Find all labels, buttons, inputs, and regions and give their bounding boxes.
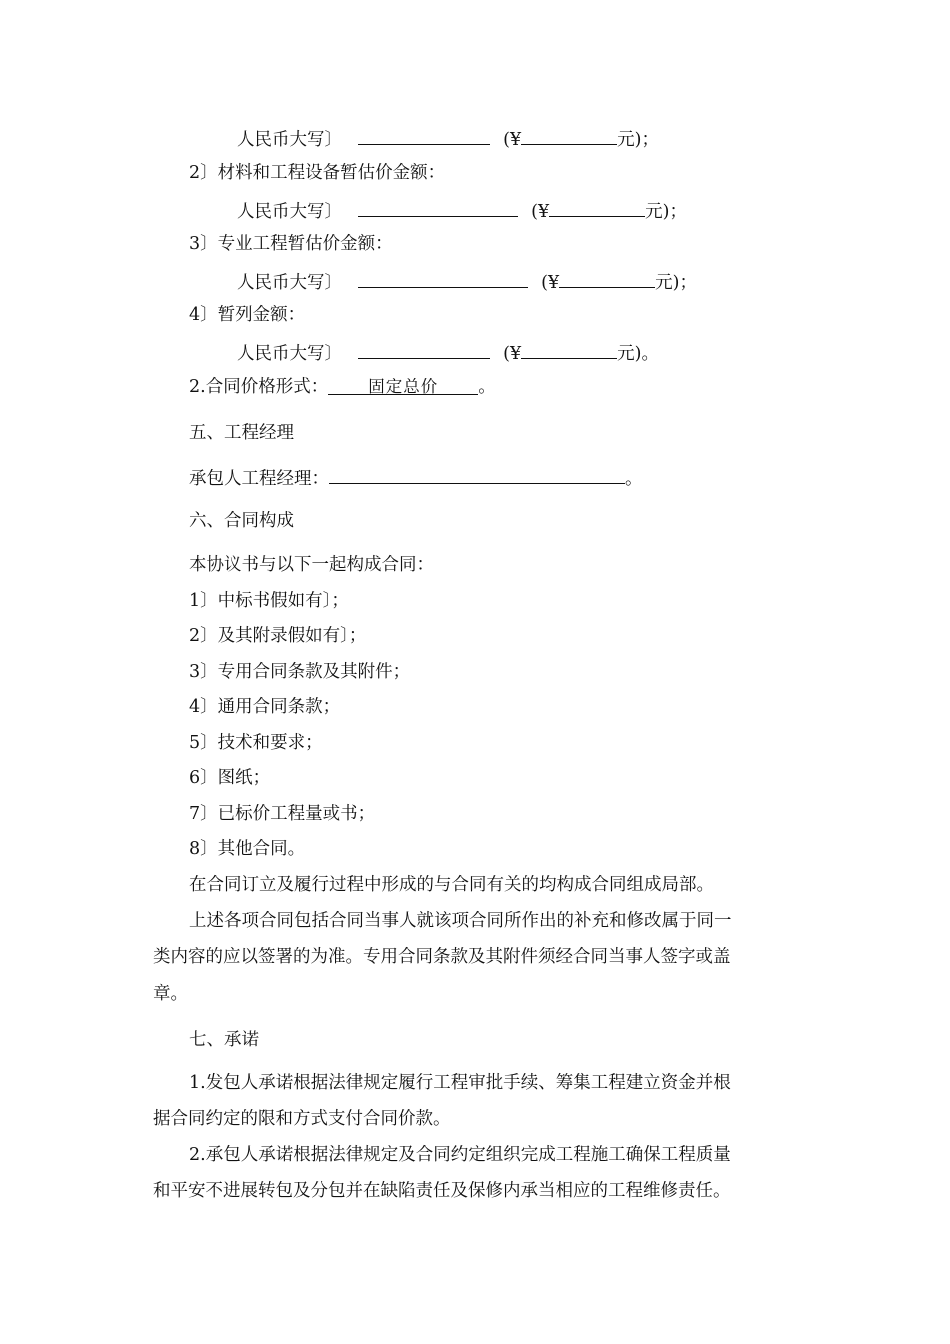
list-item: 6〕图纸； <box>189 768 271 788</box>
price-form-row <box>189 375 496 399</box>
section-7-p1-line-1: 1.发包人承诺根据法律规定履行工程审批手续、筹集工程建立资金并根 <box>189 1073 731 1093</box>
yuan-open: (¥ <box>503 130 522 150</box>
manager-row <box>189 464 643 491</box>
yuan-amount-field[interactable] <box>559 268 655 288</box>
yuan-amount-field[interactable] <box>521 125 617 145</box>
list-item: 5〕技术和要求； <box>189 733 323 753</box>
list-item: 1〕中标书假如有〕； <box>189 591 349 611</box>
rmb-label: 人民币大写〕 <box>237 273 342 293</box>
yuan-close: 元)； <box>645 202 687 222</box>
manager-field[interactable] <box>329 464 625 484</box>
yuan-close: 元)； <box>617 130 659 150</box>
list-item: 7〕已标价工程量或书； <box>189 804 376 824</box>
yuan-open: (¥ <box>503 344 522 364</box>
yuan-open: (¥ <box>531 202 550 222</box>
rmb-amount-field[interactable] <box>358 125 490 145</box>
yuan-close: 元)； <box>655 273 697 293</box>
section-6-heading: 六、合同构成 <box>189 511 294 531</box>
yuan-amount-field[interactable] <box>521 339 617 359</box>
section-6-para-2-line-3: 章。 <box>153 984 188 1004</box>
item-4-label: 4〕暂列金额： <box>189 305 306 325</box>
section-5-heading: 五、工程经理 <box>189 423 294 443</box>
yuan-close: 元)。 <box>617 344 659 364</box>
price-form-value[interactable]: 固定总价 <box>328 375 478 395</box>
section-6-intro: 本协议书与以下一起构成合同： <box>189 555 434 575</box>
list-item: 2〕及其附录假如有〕； <box>189 626 367 646</box>
list-item: 4〕通用合同条款； <box>189 697 341 717</box>
section-6-para-2-line-2: 类内容的应以签署的为准。专用合同条款及其附件须经合同当事人签字或盖 <box>153 947 731 967</box>
rmb-amount-field[interactable] <box>358 339 490 359</box>
section-7-p1-line-2: 据合同约定的限和方式支付合同价款。 <box>153 1109 451 1129</box>
rmb-row-4 <box>237 339 659 366</box>
manager-end: 。 <box>625 469 643 489</box>
rmb-row-1 <box>237 125 659 152</box>
list-item: 8〕其他合同。 <box>189 839 306 859</box>
rmb-label: 人民币大写〕 <box>237 344 342 364</box>
rmb-row-2 <box>237 197 687 224</box>
rmb-amount-field[interactable] <box>358 197 518 217</box>
section-7-p2-line-2: 和平安不进展转包及分包并在缺陷责任及保修内承当相应的工程维修责任。 <box>153 1181 731 1201</box>
rmb-row-3 <box>237 268 697 295</box>
item-3-label: 3〕专业工程暂估价金额： <box>189 234 393 254</box>
rmb-label: 人民币大写〕 <box>237 202 342 222</box>
yuan-amount-field[interactable] <box>549 197 645 217</box>
rmb-amount-field[interactable] <box>358 268 528 288</box>
rmb-label: 人民币大写〕 <box>237 130 342 150</box>
item-2-label: 2〕材料和工程设备暂估价金额： <box>189 163 446 183</box>
manager-label: 承包人工程经理： <box>189 469 329 489</box>
list-item: 3〕专用合同条款及其附件； <box>189 662 411 682</box>
price-form-label: 2.合同价格形式： <box>189 377 329 397</box>
yuan-open: (¥ <box>541 273 560 293</box>
price-form-end: 。 <box>478 377 496 397</box>
section-6-para-2-line-1: 上述各项合同包括合同当事人就该项合同所作出的补充和修改属于同一 <box>189 911 732 931</box>
section-6-para-1: 在合同订立及履行过程中形成的与合同有关的均构成合同组成局部。 <box>189 875 714 895</box>
section-7-heading: 七、承诺 <box>189 1030 259 1050</box>
section-7-p2-line-1: 2.承包人承诺根据法律规定及合同约定组织完成工程施工确保工程质量 <box>189 1145 731 1165</box>
